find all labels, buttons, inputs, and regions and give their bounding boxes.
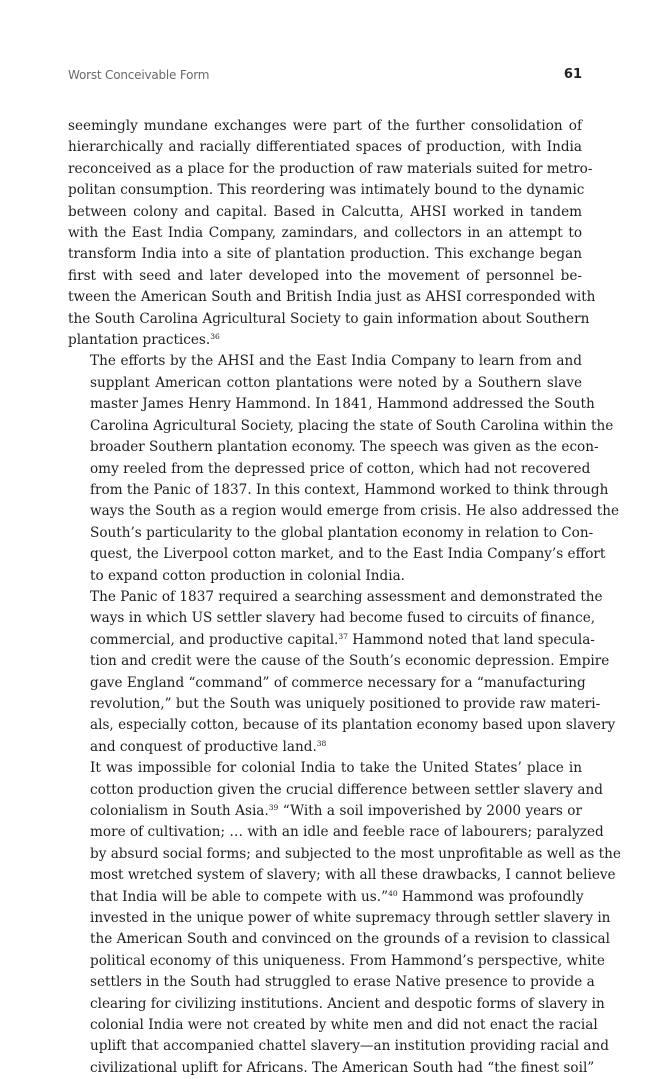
text-line bbox=[68, 865, 616, 886]
paragraph bbox=[68, 116, 596, 351]
text-line bbox=[68, 1058, 595, 1079]
line-text: commercial, and productive capital. bbox=[90, 631, 339, 648]
line-text: to expand cotton production in colonial India. bbox=[90, 567, 405, 584]
text-line bbox=[68, 202, 582, 223]
line-text: South’s particularity to the global plantation economy in relation to Con- bbox=[90, 524, 594, 541]
footnote-marker[interactable]: 38 bbox=[316, 738, 327, 748]
line-text: with the East India Company, zamindars, and collectors in an attempt to bbox=[68, 225, 582, 242]
line-text: that India will be able to compete with us.” bbox=[90, 888, 389, 905]
text-line bbox=[68, 587, 603, 608]
text-line bbox=[68, 822, 604, 843]
text-line bbox=[68, 929, 610, 950]
line-text: and conquest of productive land. bbox=[90, 738, 317, 755]
text-line bbox=[68, 394, 595, 415]
text-line bbox=[68, 437, 599, 458]
body-text bbox=[68, 116, 621, 1079]
line-text: clearing for civilizing institutions. Ancient and despotic forms of slavery in bbox=[90, 995, 605, 1012]
line-text: most wretched system of slavery; with all these drawbacks, I cannot believe bbox=[90, 867, 616, 884]
text-line bbox=[68, 244, 582, 265]
text-line bbox=[68, 801, 582, 822]
text-line bbox=[68, 159, 593, 180]
line-text: by absurd social forms; and subjected to the most unprofitable as well as the bbox=[90, 845, 621, 862]
line-text: first with seed and later developed into the movement of personnel be- bbox=[68, 267, 582, 284]
text-line bbox=[68, 1015, 598, 1036]
line-text: gave England “command” of commerce necessary for a “manufacturing bbox=[90, 674, 586, 691]
text-line bbox=[68, 630, 595, 651]
line-text: settlers in the South had struggled to erase Native presence to provide a bbox=[90, 974, 595, 991]
line-text: hierarchically and racially differentiated spaces of production, with India bbox=[68, 139, 582, 156]
text-line bbox=[68, 758, 582, 779]
text-line bbox=[68, 330, 582, 351]
footnote-marker[interactable]: 40 bbox=[388, 888, 398, 898]
text-line bbox=[68, 651, 610, 672]
line-text: plantation practices. bbox=[68, 332, 211, 349]
running-head bbox=[68, 68, 582, 88]
line-text: between colony and capital. Based in Calcutta, AHSI worked in tandem bbox=[68, 203, 582, 220]
text-line bbox=[68, 566, 582, 587]
text-line bbox=[68, 780, 603, 801]
line-text: als, especially cotton, because of its plantation economy based upon slavery bbox=[90, 717, 616, 734]
text-line bbox=[68, 908, 611, 929]
line-text: reconceived as a place for the production of raw materials suited for metro- bbox=[68, 160, 593, 177]
line-text: revolution,” but the South was uniquely positioned to provide raw materi- bbox=[90, 695, 601, 712]
text-line bbox=[68, 737, 582, 758]
footnote-marker[interactable]: 37 bbox=[338, 631, 348, 641]
line-text: Hammond was profoundly bbox=[397, 888, 584, 905]
line-text: the South Carolina Agricultural Society to gain information about Southern bbox=[68, 310, 590, 327]
page-number: 61 bbox=[563, 67, 582, 82]
line-text: uplift that accompanied chattel slavery—an institution providing racial and bbox=[90, 1038, 609, 1055]
line-text: tion and credit were the cause of the South’s economic depression. Empire bbox=[90, 653, 610, 670]
line-text: civilizational uplift for Africans. The American South had “the finest soil” bbox=[90, 1059, 595, 1076]
footnote-marker[interactable]: 39 bbox=[268, 803, 279, 812]
text-line bbox=[68, 994, 605, 1015]
line-text: seemingly mundane exchanges were part of the further consolidation of bbox=[68, 118, 582, 134]
text-line bbox=[68, 951, 605, 972]
footnote-marker[interactable]: 36 bbox=[210, 332, 220, 342]
text-line bbox=[68, 972, 595, 993]
text-line bbox=[68, 608, 596, 629]
text-line bbox=[68, 266, 582, 287]
line-text: master James Henry Hammond. In 1841, Hammond addressed the South bbox=[90, 396, 595, 413]
text-line bbox=[68, 351, 582, 372]
line-text: supplant American cotton plantations were noted by a Southern slave bbox=[90, 374, 582, 391]
line-text: Carolina Agricultural Society, placing the state of South Carolina within the bbox=[90, 417, 614, 434]
line-text: the American South and convinced on the grounds of a revision to classical bbox=[90, 931, 610, 948]
line-text: ways the South as a region would emerge from crisis. He also addressed the bbox=[90, 503, 620, 520]
line-text: The Panic of 1837 required a searching assessment and demonstrated the bbox=[90, 588, 603, 605]
text-line bbox=[68, 416, 614, 437]
line-text: quest, the Liverpool cotton market, and to the East India Company’s effort bbox=[90, 546, 606, 563]
text-line bbox=[68, 544, 606, 565]
line-text: “With a soil impoverished by 2000 years or bbox=[278, 803, 582, 819]
line-text: omy reeled from the depressed price of cotton, which had not recovered bbox=[90, 460, 591, 477]
text-line bbox=[68, 844, 621, 865]
text-line bbox=[68, 480, 609, 501]
line-text: tween the American South and British India just as AHSI corresponded with bbox=[68, 289, 596, 306]
text-line bbox=[68, 287, 596, 308]
text-line bbox=[68, 694, 601, 715]
text-line bbox=[68, 523, 594, 544]
text-line bbox=[68, 459, 591, 480]
line-text: ways in which US settler slavery had become fused to circuits of finance, bbox=[90, 610, 596, 627]
text-line bbox=[68, 180, 585, 201]
line-text: politan consumption. This reordering was intimately bound to the dynamic bbox=[68, 182, 585, 199]
line-text: invested in the unique power of white supremacy through settler slavery in bbox=[90, 910, 611, 927]
line-text: transform India into a site of plantation production. This exchange began bbox=[68, 246, 582, 263]
text-line bbox=[68, 715, 616, 736]
line-text: more of cultivation; … with an idle and feeble race of labourers; paralyzed bbox=[90, 824, 604, 841]
text-line bbox=[68, 373, 582, 394]
paragraph bbox=[68, 758, 621, 1079]
line-text: The efforts by the AHSI and the East India Company to learn from and bbox=[90, 353, 582, 370]
text-line bbox=[68, 673, 586, 694]
paragraph bbox=[68, 587, 616, 758]
text-line bbox=[68, 501, 620, 522]
line-text: colonialism in South Asia. bbox=[90, 803, 269, 819]
line-text: broader Southern plantation economy. The speech was given as the econ- bbox=[90, 439, 599, 456]
line-text: colonial India were not created by white men and did not enact the racial bbox=[90, 1017, 598, 1034]
text-line bbox=[68, 223, 582, 244]
text-line bbox=[68, 887, 582, 908]
line-text: political economy of this uniqueness. From Hammond’s perspective, white bbox=[90, 952, 605, 969]
line-text: from the Panic of 1837. In this context, Hammond worked to think through bbox=[90, 481, 609, 498]
text-line bbox=[68, 309, 590, 330]
line-text: It was impossible for colonial India to take the United States’ place in bbox=[90, 760, 582, 777]
text-line bbox=[68, 137, 582, 158]
line-text: cotton production given the crucial difference between settler slavery and bbox=[90, 781, 603, 798]
paragraph bbox=[68, 351, 620, 586]
running-title: Worst Conceivable Form bbox=[68, 68, 210, 82]
text-line bbox=[68, 116, 582, 137]
line-text: Hammond noted that land specula- bbox=[347, 631, 595, 648]
